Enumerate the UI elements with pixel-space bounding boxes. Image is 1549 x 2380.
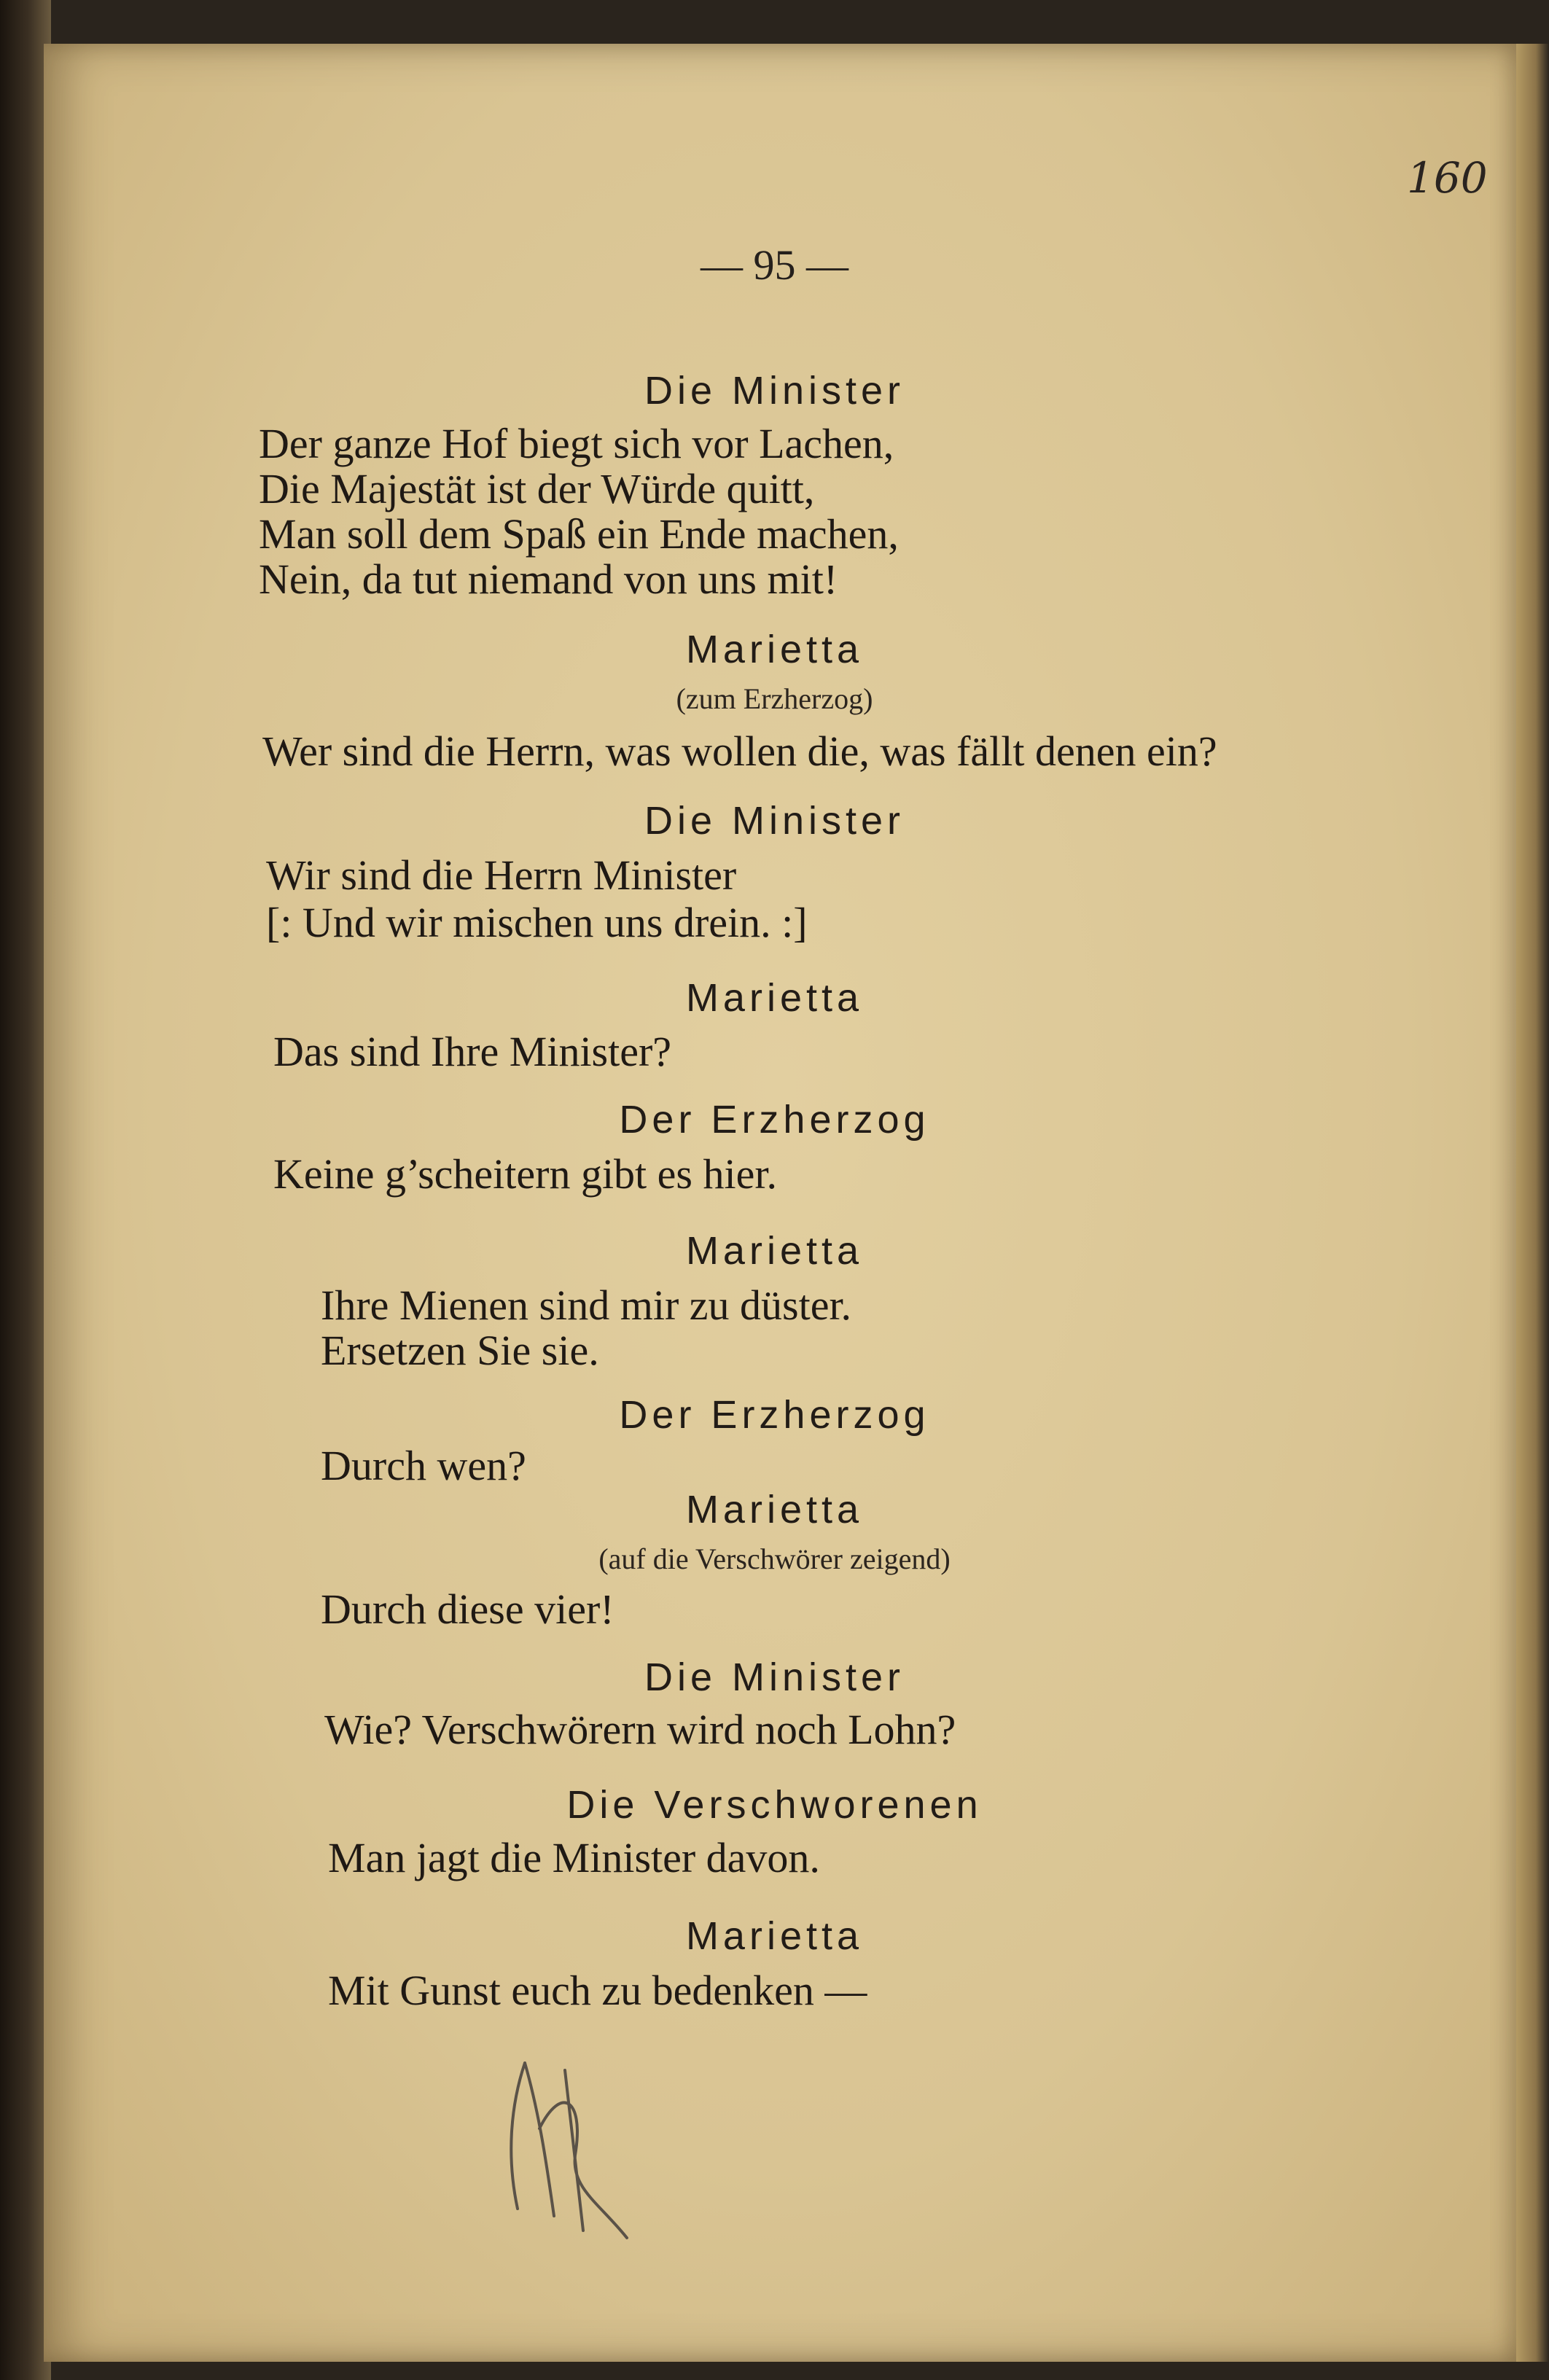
speaker-label: Marietta <box>685 1488 864 1532</box>
stage-direction: (zum Erzherzog) <box>676 682 873 715</box>
speaker-label: Marietta <box>685 1914 864 1958</box>
speaker-label: Die Verschworenen <box>566 1783 983 1827</box>
speaker-label: Die Minister <box>644 1655 905 1699</box>
speaker-label: Der Erzherzog <box>619 1393 930 1437</box>
verse-line: Man jagt die Minister davon. <box>328 1834 820 1881</box>
verse-line: Wie? Verschwörern wird noch Lohn? <box>324 1706 956 1753</box>
page-number: — 95 — <box>701 241 848 289</box>
verse-line: Mit Gunst euch zu bedenken — <box>328 1967 867 2014</box>
verse-line: Die Majestät ist der Würde quitt, <box>259 465 815 512</box>
verse-line: [: Und wir mischen uns drein. :] <box>266 899 808 946</box>
stage-direction: (auf die Verschwörer zeigend) <box>598 1542 951 1575</box>
verse-line: Keine g’scheitern gibt es hier. <box>273 1150 777 1198</box>
verse-line: Wer sind die Herrn, was wollen die, was fällt denen ein? <box>262 727 1217 775</box>
handwritten-folio-number: 160 <box>1407 153 1488 203</box>
verse-line: Nein, da tut niemand von uns mit! <box>259 555 838 603</box>
verse-line: Der ganze Hof biegt sich vor Lachen, <box>259 420 894 467</box>
verse-line: Man soll dem Spaß ein Ende machen, <box>259 510 899 558</box>
verse-line: Das sind Ihre Minister? <box>273 1028 672 1075</box>
verse-line: Ihre Mienen sind mir zu düster. <box>321 1281 852 1329</box>
verse-line: Ersetzen Sie sie. <box>321 1327 599 1374</box>
speaker-label: Marietta <box>685 1229 864 1273</box>
verse-line: Durch diese vier! <box>321 1585 614 1633</box>
verse-line: Wir sind die Herrn Minister <box>266 851 737 899</box>
verse-line: Durch wen? <box>321 1442 526 1489</box>
speaker-label: Der Erzherzog <box>619 1098 930 1142</box>
speaker-label: Marietta <box>685 628 864 671</box>
pencil-signature-mark <box>496 2041 634 2245</box>
speaker-label: Marietta <box>685 976 864 1020</box>
speaker-label: Die Minister <box>644 799 905 843</box>
speaker-label: Die Minister <box>644 369 905 413</box>
